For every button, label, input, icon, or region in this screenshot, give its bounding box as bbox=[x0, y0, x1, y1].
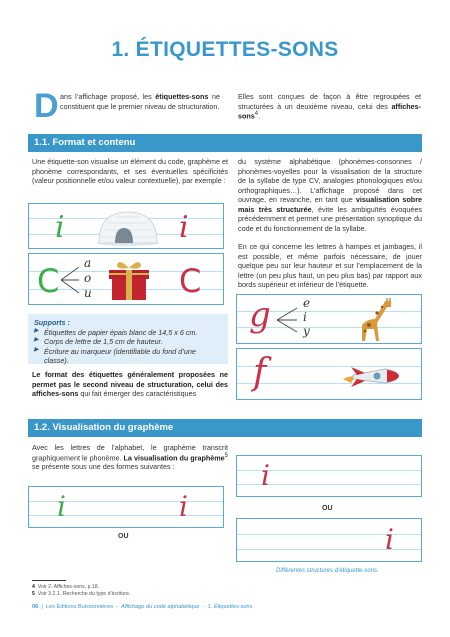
publisher: Les Éditions Buissonnières bbox=[45, 604, 114, 610]
or-label: OU bbox=[118, 533, 129, 540]
page-footer: 06 | Les Éditions Buissonnières - Affichage du code alphabétique - 1. Étiquettes-sons bbox=[32, 604, 253, 610]
gift-image bbox=[105, 258, 153, 302]
supports-heading: Supports : bbox=[34, 318, 70, 327]
letter-o: o bbox=[84, 271, 92, 285]
supports-item: ▶ Corps de lettre de 1,5 cm de hauteur. bbox=[34, 337, 222, 347]
igloo-image bbox=[95, 208, 161, 246]
supports-box bbox=[28, 314, 228, 364]
page-title: 1. ÉTIQUETTES-SONS bbox=[111, 38, 339, 61]
letter-y: y bbox=[303, 324, 310, 338]
section-name: 1. Étiquettes-sons bbox=[207, 604, 253, 610]
supports-item: ▶ Étiquettes de papier épais blanc de 14,5 x 6 cm. bbox=[34, 328, 222, 338]
footnote: 5 Voir 3.2.1. Recherche du type d’écriture. bbox=[32, 591, 131, 597]
sound-label-card-f bbox=[236, 348, 422, 400]
letter-i-red: i bbox=[261, 459, 270, 492]
footnote: 4 Voir 2. Affiches-sons, p.18. bbox=[32, 584, 100, 590]
letter-i-red: i bbox=[179, 490, 188, 523]
letter-c-green: C bbox=[37, 262, 60, 300]
letter-i-green: i bbox=[57, 490, 66, 523]
grapheme-card-both bbox=[28, 486, 224, 528]
sound-label-card-i bbox=[28, 203, 224, 249]
format-paragraph: Une étiquette-son visualise un élément du code, graphème et phonème correspondants, et ses éventuelles spécificités (valeur positionnelle et/ou valeur contextuelle), par exemple : bbox=[32, 157, 228, 185]
letter-e: e bbox=[303, 296, 311, 310]
letter-i-red: i bbox=[385, 523, 394, 556]
footnote-divider bbox=[32, 580, 66, 581]
giraffe-image bbox=[349, 297, 399, 343]
supports-item: ▶ Écriture au marqueur (identifiable du fond d’une classe). bbox=[34, 347, 222, 366]
structure-paragraph: du système alphabétique (phonèmes-consonnes / phonèmes-voyelles pour la visualisation de la structure de la syllabe de type CV, analogies phonologiques et/ou orthographiques…). L’affichage proposé dans cet ouvrage, en revanche, en tant que visualisation sobre mais très structurée, évite les ambiguïtés évoquées précédemment et permet une présentation synoptique du code et du fonctionnement de la syllabe. bbox=[238, 157, 422, 233]
section-heading-format: 1.1. Format et contenu bbox=[28, 134, 422, 152]
grapheme-card-left bbox=[236, 455, 422, 497]
grapheme-card-right bbox=[236, 518, 422, 562]
sound-label-card-c bbox=[28, 253, 224, 305]
drop-cap: D bbox=[34, 87, 59, 125]
rocket-image bbox=[341, 361, 401, 391]
letter-f-red: f bbox=[253, 352, 267, 393]
format-paragraph-2: Le format des étiquettes généralement proposées ne permet pas le second niveau de structuration, celui des affiches-sons qui fait émerger des caractéristiques bbox=[32, 370, 228, 398]
sound-label-card-g bbox=[236, 294, 422, 344]
letter-u: u bbox=[84, 286, 92, 300]
arrow-branch-icon bbox=[59, 264, 81, 296]
figure-caption: Différentes structures d’étiquette-sons. bbox=[276, 568, 379, 574]
letter-i: i bbox=[303, 310, 307, 324]
grapheme-paragraph: Avec les lettres de l’alphabet, le graphème transcrit graphiquement le phonème. La visualisation du graphème$^5$ se présente sous une des formes suivantes : bbox=[32, 443, 228, 472]
letter-g-red: g bbox=[249, 295, 271, 335]
letter-i-red: i bbox=[179, 210, 189, 245]
letter-i-green: i bbox=[55, 210, 65, 245]
or-label: OU bbox=[322, 505, 333, 512]
intro-left: ans l’affichage proposé, les étiquettes-sons ne constituent que le premier niveau de structuration. bbox=[60, 92, 220, 111]
letter-c-red: C bbox=[179, 262, 202, 300]
page-number: 06 bbox=[32, 604, 39, 610]
section-heading-grapheme: 1.2. Visualisation du graphème bbox=[28, 419, 422, 437]
intro-right: Elles sont conçues de façon à être regroupées et structurées à un deuxième niveau, celui des affiches-sons$^4$. bbox=[238, 92, 421, 121]
letter-a: a bbox=[84, 256, 92, 270]
arrow-branch-icon bbox=[275, 305, 299, 335]
letters-height-paragraph: En ce qui concerne les lettres à hampes et jambages, il est possible, et même parfois nécessaire, de jouer quelque peu sur leur hauteur et sur l’emplacement de la lettre (un peu plus haut, un peu plus bas) par rapport aux bords supérieur et inférieur de l’étiquette. bbox=[238, 242, 422, 289]
book-title: Affichage du code alphabétique bbox=[121, 604, 200, 610]
